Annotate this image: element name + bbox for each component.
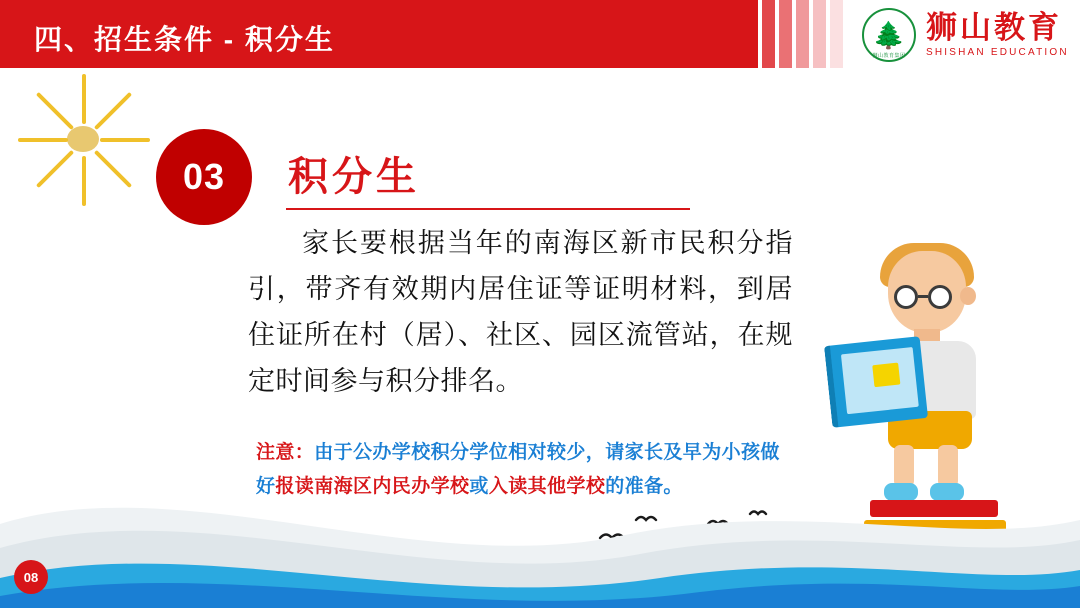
note-middle: 或 [469, 476, 489, 497]
header-stripe-6 [830, 0, 843, 68]
sun-core [67, 126, 99, 152]
logo-name-en: SHISHAN EDUCATION [926, 46, 1069, 58]
section-body-text: 家长要根据当年的南海区新市民积分指引，带齐有效期内居住证等证明材料，到居住证所在村（居）、社区、园区流管站，在规定时间参与积分排名。 [248, 228, 793, 396]
note-prefix: 注意： [256, 442, 315, 463]
sun-ray [36, 150, 74, 188]
header-stripe-2 [762, 0, 775, 68]
header-stripe-3 [779, 0, 792, 68]
header-stripe-5 [813, 0, 826, 68]
sun-ray [36, 92, 74, 130]
section-number: 03 [182, 156, 226, 197]
section-title: 积分生 [288, 155, 420, 199]
tree-icon: 🌲 [872, 20, 906, 50]
brand-logo [862, 8, 1069, 62]
glasses-lens-left [894, 285, 918, 309]
sun-ray [94, 150, 132, 188]
sun-ray [82, 74, 86, 124]
section-number-badge [156, 129, 252, 225]
page-title: 四、招生条件 - 积分生 [34, 24, 335, 55]
title-divider [286, 208, 690, 210]
sun-ray [100, 138, 150, 142]
note-part1: 由于公办学校积分学位相对较少，请家长及早为小孩做好 [256, 442, 780, 497]
logo-name-cn: 狮山教育 [926, 10, 1062, 46]
book-bookmark [872, 363, 900, 388]
note-highlight-2: 入读其他学校 [488, 476, 606, 497]
logo-seal-icon [862, 8, 916, 62]
header-stripe-4 [796, 0, 809, 68]
header-stripe-1 [745, 0, 758, 68]
wave-decoration [0, 428, 1080, 608]
open-book-icon [824, 336, 928, 428]
logo-text-block [926, 12, 1069, 58]
note-suffix: 的准备。 [605, 476, 683, 497]
logo-seal-text: 狮山教育集团 [872, 53, 906, 59]
sun-ray [82, 156, 86, 206]
glasses-lens-right [928, 285, 952, 309]
sun-ray [94, 92, 132, 130]
page-number-badge: 08 [14, 560, 48, 594]
glasses-bridge [918, 295, 928, 298]
note-highlight-1: 报读南海区内民办学校 [275, 476, 470, 497]
sun-ray [18, 138, 68, 142]
sun-icon [30, 92, 140, 202]
glasses-icon [892, 285, 966, 309]
header-stripes [745, 0, 855, 68]
